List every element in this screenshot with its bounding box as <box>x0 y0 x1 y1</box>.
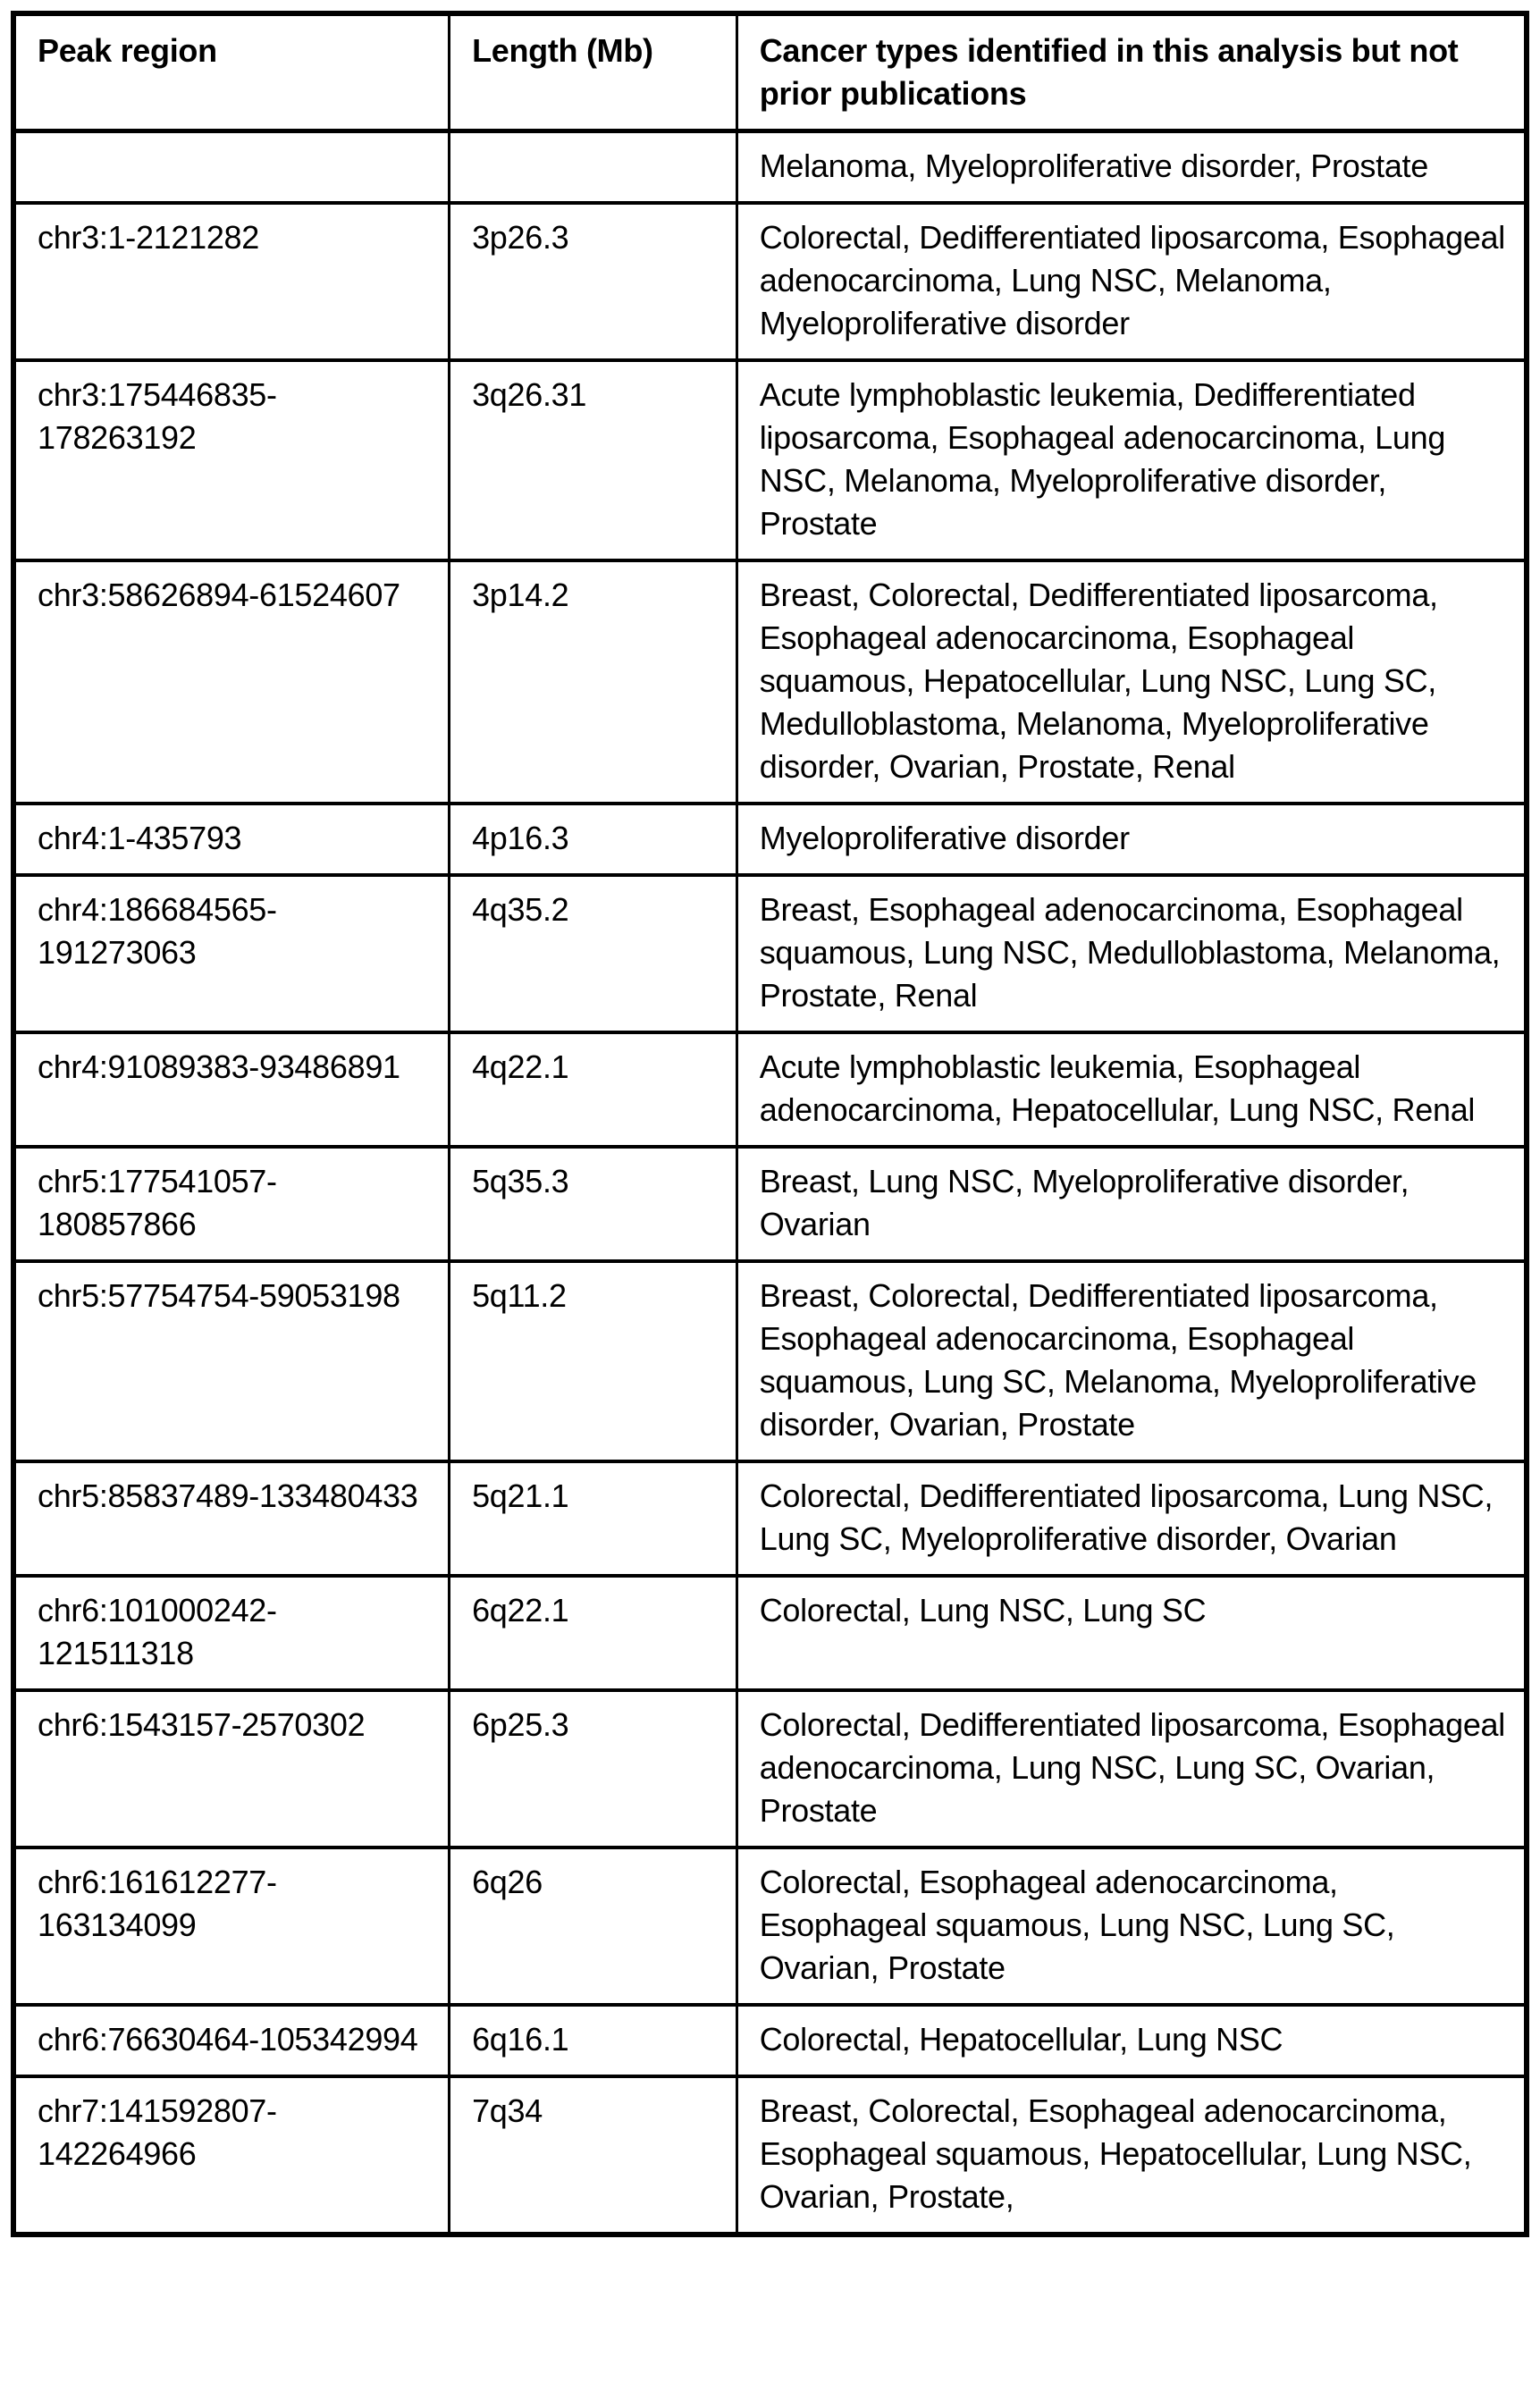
peak-region-table <box>11 11 1529 2237</box>
cell-length-mb: 6q22.1 <box>450 1576 737 1690</box>
cell-cancer-types: Breast, Esophageal adenocarcinoma, Esophageal squamous, Lung NSC, Medulloblastoma, Melanoma, Prostate, Renal <box>736 875 1527 1032</box>
cell-length-mb: 3p14.2 <box>450 560 737 804</box>
cell-cancer-types: Myeloproliferative disorder <box>736 804 1527 875</box>
cell-cancer-types: Colorectal, Dedifferentiated liposarcoma, Esophageal adenocarcinoma, Lung NSC, Melanoma, Myeloproliferative disorder <box>736 203 1527 360</box>
col-header-length-mb: Length (Mb) <box>450 13 737 131</box>
cell-peak-region: chr3:58626894-61524607 <box>13 560 450 804</box>
cell-peak-region: chr5:85837489-133480433 <box>13 1461 450 1576</box>
cell-peak-region: chr6:101000242-121511318 <box>13 1576 450 1690</box>
cell-cancer-types: Breast, Colorectal, Dedifferentiated liposarcoma, Esophageal adenocarcinoma, Esophageal squamous, Lung SC, Melanoma, Myeloproliferative disorder, Ovarian, Prostate <box>736 1261 1527 1461</box>
table-row <box>13 203 1527 360</box>
cell-peak-region: chr3:175446835-178263192 <box>13 360 450 560</box>
table-header <box>13 13 1527 131</box>
cell-length-mb: 4p16.3 <box>450 804 737 875</box>
table-row <box>13 1147 1527 1261</box>
cell-length-mb: 6p25.3 <box>450 1690 737 1848</box>
cell-peak-region: chr4:186684565-191273063 <box>13 875 450 1032</box>
table-row <box>13 2005 1527 2076</box>
cell-length-mb: 5q21.1 <box>450 1461 737 1576</box>
cell-cancer-types: Colorectal, Lung NSC, Lung SC <box>736 1576 1527 1690</box>
cell-cancer-types: Colorectal, Esophageal adenocarcinoma, Esophageal squamous, Lung NSC, Lung SC, Ovarian, Prostate <box>736 1848 1527 2005</box>
table-row <box>13 1576 1527 1690</box>
cell-cancer-types: Colorectal, Dedifferentiated liposarcoma, Esophageal adenocarcinoma, Lung NSC, Lung SC, Ovarian, Prostate <box>736 1690 1527 1848</box>
table-row <box>13 131 1527 204</box>
cell-peak-region: chr6:76630464-105342994 <box>13 2005 450 2076</box>
table-row <box>13 1032 1527 1147</box>
cell-peak-region: chr3:1-2121282 <box>13 203 450 360</box>
cell-length-mb: 3q26.31 <box>450 360 737 560</box>
cell-peak-region: chr5:177541057-180857866 <box>13 1147 450 1261</box>
cell-peak-region: chr7:141592807-142264966 <box>13 2076 450 2235</box>
table-row <box>13 360 1527 560</box>
cell-cancer-types: Colorectal, Dedifferentiated liposarcoma, Lung NSC, Lung SC, Myeloproliferative disorder, Ovarian <box>736 1461 1527 1576</box>
cell-cancer-types: Melanoma, Myeloproliferative disorder, Prostate <box>736 131 1527 204</box>
cell-length-mb: 5q11.2 <box>450 1261 737 1461</box>
table-row <box>13 1848 1527 2005</box>
cell-cancer-types: Acute lymphoblastic leukemia, Esophageal adenocarcinoma, Hepatocellular, Lung NSC, Renal <box>736 1032 1527 1147</box>
col-header-cancer-types: Cancer types identified in this analysis but not prior publications <box>736 13 1527 131</box>
cell-cancer-types: Acute lymphoblastic leukemia, Dedifferentiated liposarcoma, Esophageal adenocarcinoma, Lung NSC, Melanoma, Myeloproliferative disorder, Prostate <box>736 360 1527 560</box>
cell-length-mb: 7q34 <box>450 2076 737 2235</box>
cell-cancer-types: Colorectal, Hepatocellular, Lung NSC <box>736 2005 1527 2076</box>
cell-length-mb <box>450 131 737 204</box>
table-body <box>13 131 1527 2235</box>
cell-cancer-types: Breast, Colorectal, Dedifferentiated liposarcoma, Esophageal adenocarcinoma, Esophageal squamous, Hepatocellular, Lung NSC, Lung SC, Medulloblastoma, Melanoma, Myeloproliferative disorder, Ovarian, Prostate, Renal <box>736 560 1527 804</box>
header-row <box>13 13 1527 131</box>
table-row <box>13 1461 1527 1576</box>
cell-peak-region: chr6:1543157-2570302 <box>13 1690 450 1848</box>
cell-peak-region: chr6:161612277-163134099 <box>13 1848 450 2005</box>
table-row <box>13 1690 1527 1848</box>
cell-length-mb: 6q26 <box>450 1848 737 2005</box>
cell-cancer-types: Breast, Lung NSC, Myeloproliferative disorder, Ovarian <box>736 1147 1527 1261</box>
cell-cancer-types: Breast, Colorectal, Esophageal adenocarcinoma, Esophageal squamous, Hepatocellular, Lung NSC, Ovarian, Prostate, <box>736 2076 1527 2235</box>
table-row <box>13 2076 1527 2235</box>
document-page <box>11 11 1529 2237</box>
col-header-peak-region: Peak region <box>13 13 450 131</box>
cell-length-mb: 3p26.3 <box>450 203 737 360</box>
cell-peak-region <box>13 131 450 204</box>
cell-length-mb: 6q16.1 <box>450 2005 737 2076</box>
table-row <box>13 875 1527 1032</box>
cell-peak-region: chr4:91089383-93486891 <box>13 1032 450 1147</box>
cell-peak-region: chr4:1-435793 <box>13 804 450 875</box>
cell-length-mb: 5q35.3 <box>450 1147 737 1261</box>
table-row <box>13 560 1527 804</box>
table-row <box>13 804 1527 875</box>
cell-length-mb: 4q35.2 <box>450 875 737 1032</box>
cell-peak-region: chr5:57754754-59053198 <box>13 1261 450 1461</box>
cell-length-mb: 4q22.1 <box>450 1032 737 1147</box>
table-row <box>13 1261 1527 1461</box>
